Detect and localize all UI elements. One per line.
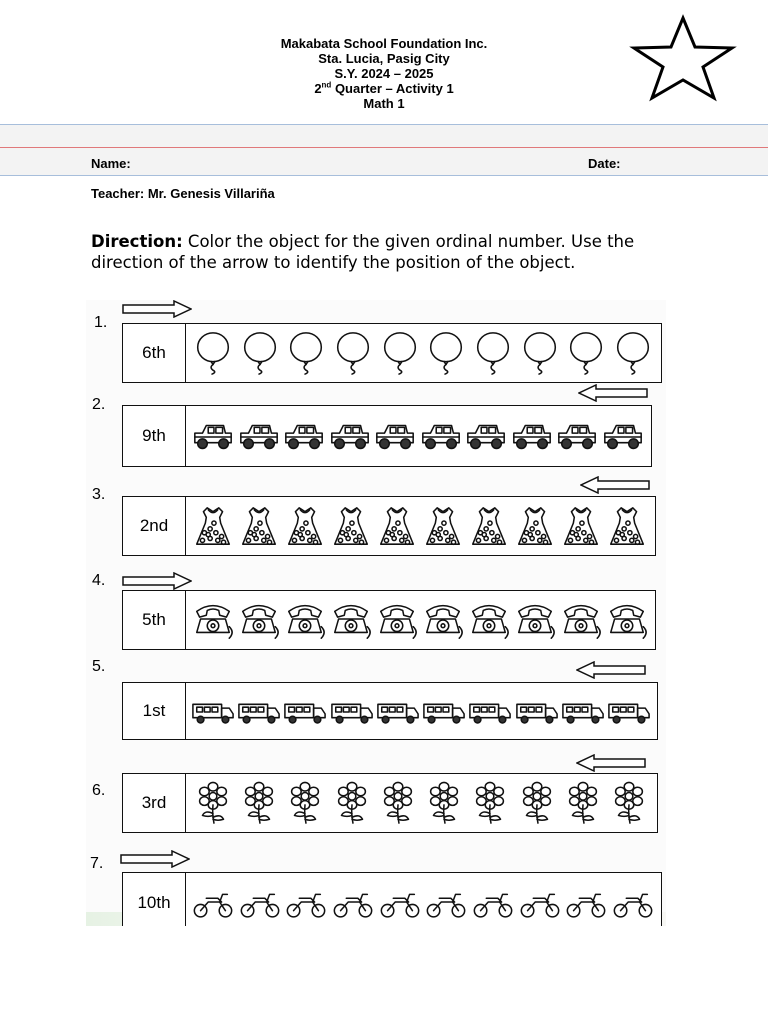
- motorcycle-icon: [611, 881, 655, 925]
- object-list: [191, 324, 655, 382]
- jeep-icon: [282, 414, 326, 458]
- jeep-icon: [464, 414, 508, 458]
- motorcycle-icon: [191, 881, 235, 925]
- dress-icon: [467, 504, 511, 548]
- flower-icon: [330, 781, 374, 825]
- jeep-icon: [191, 414, 235, 458]
- ordinal-label: 10th: [123, 873, 186, 926]
- object-list: [191, 406, 645, 466]
- dress-icon: [237, 504, 281, 548]
- school-name: Makabata School Foundation Inc.: [280, 36, 488, 51]
- telephone-icon: [375, 598, 419, 642]
- item-number: 5.: [92, 658, 106, 675]
- name-label: Name:: [91, 156, 131, 171]
- school-year: S.Y. 2024 – 2025: [334, 66, 434, 81]
- truck-icon: [191, 689, 235, 733]
- quarter-activity: 2nd Quarter – Activity 1: [314, 80, 454, 96]
- motorcycle-icon: [238, 881, 282, 925]
- flower-icon: [191, 781, 235, 825]
- object-list: [191, 873, 655, 926]
- dress-icon: [559, 504, 603, 548]
- ordinal-row: [122, 872, 662, 926]
- ordinal-label: 1st: [123, 683, 186, 739]
- flower-icon: [561, 781, 605, 825]
- telephone-icon: [329, 598, 373, 642]
- flower-icon: [607, 781, 651, 825]
- ordinal-row: [122, 323, 662, 383]
- object-list: [191, 774, 651, 832]
- ordinal-label: 6th: [123, 324, 186, 382]
- balloon-icon: [238, 331, 282, 375]
- ordinal-label: 3rd: [123, 774, 186, 832]
- item-number: 2.: [92, 396, 106, 413]
- jeep-icon: [555, 414, 599, 458]
- flower-icon: [376, 781, 420, 825]
- subject: Math 1: [363, 96, 405, 111]
- worksheet-image: [86, 300, 666, 926]
- dress-icon: [375, 504, 419, 548]
- ordinal-label: 2nd: [123, 497, 186, 555]
- item-number: 3.: [92, 486, 106, 503]
- ordinal-row: [122, 496, 656, 556]
- telephone-icon: [283, 598, 327, 642]
- arrow-left-icon: [580, 476, 650, 494]
- item-number: 1.: [94, 314, 108, 331]
- motorcycle-icon: [471, 881, 515, 925]
- jeep-icon: [510, 414, 554, 458]
- truck-icon: [237, 689, 281, 733]
- truck-icon: [330, 689, 374, 733]
- telephone-icon: [559, 598, 603, 642]
- arrow-right-icon: [120, 850, 190, 868]
- jeep-icon: [419, 414, 463, 458]
- dress-icon: [329, 504, 373, 548]
- balloon-icon: [378, 331, 422, 375]
- star-icon: [628, 14, 738, 102]
- object-list: [191, 683, 651, 739]
- balloon-icon: [424, 331, 468, 375]
- object-list: [191, 497, 649, 555]
- arrow-right-icon: [122, 572, 192, 590]
- balloon-icon: [518, 331, 562, 375]
- date-label: Date:: [588, 156, 621, 171]
- motorcycle-icon: [424, 881, 468, 925]
- dress-icon: [513, 504, 557, 548]
- dress-icon: [605, 504, 649, 548]
- dress-icon: [283, 504, 327, 548]
- telephone-icon: [421, 598, 465, 642]
- item-number: 4.: [92, 572, 106, 589]
- truck-icon: [561, 689, 605, 733]
- flower-icon: [468, 781, 512, 825]
- motorcycle-icon: [331, 881, 375, 925]
- truck-icon: [422, 689, 466, 733]
- arrow-left-icon: [576, 661, 646, 679]
- dress-icon: [191, 504, 235, 548]
- motorcycle-icon: [284, 881, 328, 925]
- jeep-icon: [601, 414, 645, 458]
- ordinal-row: [122, 682, 658, 740]
- telephone-icon: [467, 598, 511, 642]
- flower-icon: [515, 781, 559, 825]
- balloon-icon: [471, 331, 515, 375]
- telephone-icon: [237, 598, 281, 642]
- motorcycle-icon: [378, 881, 422, 925]
- jeep-icon: [237, 414, 281, 458]
- flower-icon: [283, 781, 327, 825]
- balloon-icon: [191, 331, 235, 375]
- truck-icon: [515, 689, 559, 733]
- object-list: [191, 591, 649, 649]
- ordinal-label: 9th: [123, 406, 186, 466]
- truck-icon: [283, 689, 327, 733]
- jeep-icon: [373, 414, 417, 458]
- school-location: Sta. Lucia, Pasig City: [318, 51, 450, 66]
- truck-icon: [468, 689, 512, 733]
- arrow-left-icon: [578, 384, 648, 402]
- item-number: 7.: [90, 855, 104, 872]
- balloon-icon: [331, 331, 375, 375]
- balloon-icon: [611, 331, 655, 375]
- telephone-icon: [605, 598, 649, 642]
- jeep-icon: [328, 414, 372, 458]
- telephone-icon: [191, 598, 235, 642]
- arrow-right-icon: [122, 300, 192, 318]
- balloon-icon: [284, 331, 328, 375]
- arrow-left-icon: [576, 754, 646, 772]
- flower-icon: [422, 781, 466, 825]
- telephone-icon: [513, 598, 557, 642]
- truck-icon: [376, 689, 420, 733]
- teacher-label: Teacher: Mr. Genesis Villariña: [91, 186, 275, 201]
- dress-icon: [421, 504, 465, 548]
- ordinal-row: [122, 590, 656, 650]
- ordinal-row: [122, 405, 652, 467]
- ordinal-row: [122, 773, 658, 833]
- truck-icon: [607, 689, 651, 733]
- item-number: 6.: [92, 782, 106, 799]
- direction-text: Direction: Color the object for the given ordinal number. Use the direction of the arrow to identify the position of the object.: [91, 232, 635, 272]
- balloon-icon: [564, 331, 608, 375]
- motorcycle-icon: [518, 881, 562, 925]
- ordinal-label: 5th: [123, 591, 186, 649]
- motorcycle-icon: [564, 881, 608, 925]
- flower-icon: [237, 781, 281, 825]
